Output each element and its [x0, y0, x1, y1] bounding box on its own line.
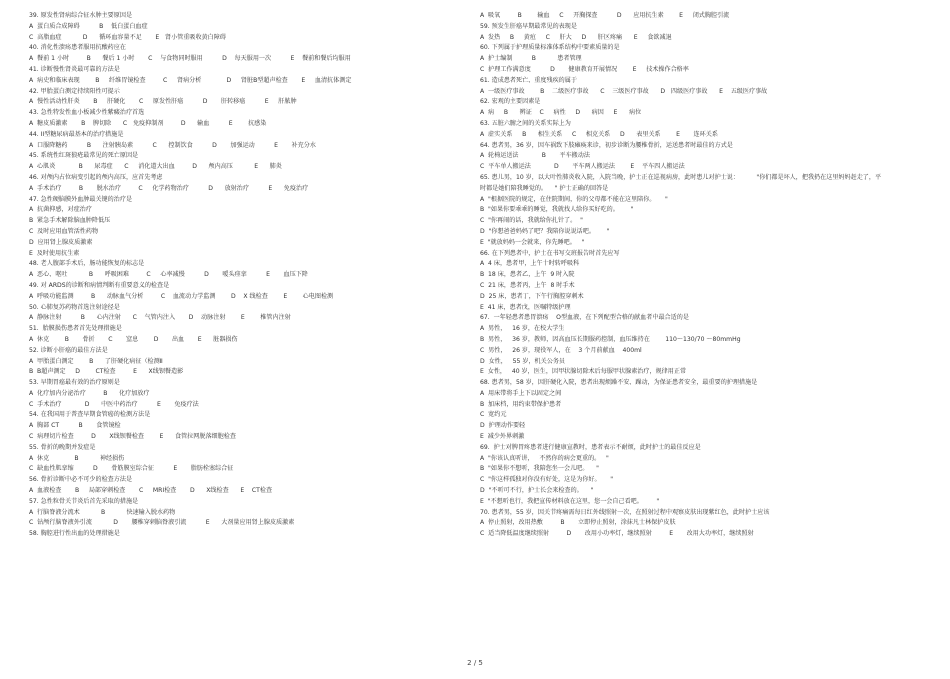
text-line: 42. 甲胎蛋白测定持续阳性可提示 — [29, 87, 120, 95]
text-line: A 虚实关系 B 相生关系 C 相克关系 D 表里关系 E 连环关系 — [480, 130, 718, 138]
text-line: A 休克 B 神经损伤 — [29, 454, 125, 462]
text-line: D "你想爸爸妈妈了吧？我陪你说说话吧。 " — [480, 227, 610, 235]
text-line: C 宽约元 — [480, 411, 507, 419]
text-line: C 病理切片检查 D X线钡餐检查 E 食管拉网脱落细胞检查 — [29, 433, 236, 441]
page-number: 2 / 5 — [467, 659, 483, 667]
text-line: 70. 患者男，55 岁，因关节疼痛需每日红外线照射一次，在照射过程中观察皮肤出现紫红色，此时护士应该 — [480, 508, 770, 516]
text-line: E 及时使用抗生素 — [29, 249, 80, 257]
text-line: 49. 对 ARDS的诊断和病情判断有重要意义的检查是 — [29, 281, 170, 289]
text-line: 50. 心肺复苏药物首选注射途径是 — [29, 303, 120, 311]
text-line: A 病 B 辨证 C 病性 D 病因 E 病位 — [480, 109, 642, 117]
text-line: A 手术治疗 B 脱水治疗 C 化学药物治疗 D 放射治疗 E 免疫治疗 — [29, 184, 309, 192]
text-line: 68. 患者男，58 岁，因肝硬化入院，患者出现烦躁不安、躁动，为保证患者安全，最重要的护理措施是 — [480, 379, 758, 387]
text-line: B B超声测定 D CT检查 E X线钡餐造影 — [29, 368, 184, 376]
text-line: E 女性， 40 岁，医生，因甲状腺切除术后每服甲状腺素治疗，规律用正常 — [480, 368, 687, 376]
text-line: A "根据医院的规定，在住院期间，你的父母都不能在这里陪你。 " — [480, 195, 668, 203]
text-line: E 41 床，患者戊，医嘱特级护理 — [480, 303, 571, 311]
text-line: C 21 床，患者丙，上午 8 时手术 — [480, 281, 575, 289]
text-line: A 化疗加内分泌治疗 B 化疗加放疗 — [29, 389, 150, 397]
text-line: A 行脑脊液分流术 B 快速输入脱水药物 — [29, 508, 176, 516]
text-line: 54. 在我国用于普查早期食管癌的检测方法是 — [29, 411, 151, 419]
text-line: A 4 床，患者甲，上午十时转呼吸科 — [480, 260, 580, 268]
text-line: A 慢性活动性肝炎 B 肝硬化 C 原发性肝癌 D 肝转移癌 E 肝脓肿 — [29, 98, 297, 106]
text-line: C 高脂血症 D 循环血容量不足 E 肾小管重吸收黄白障碍 — [29, 33, 226, 41]
text-line: A 男性， 16 岁，在校大学生 — [480, 325, 565, 333]
text-line: C 手术治疗 D 中医中药治疗 E 免疫疗法 — [29, 400, 199, 408]
text-line: 43. 急性特发性血小板减少性紫癜治疗首选 — [29, 109, 145, 117]
left-column — [29, 11, 469, 540]
text-line: A 血液检查 B 局部穿刺检查 C MRI检查 D X线检查 E CT检查 — [29, 487, 273, 495]
text-line: A 护士编制 B 患者管理 — [480, 55, 582, 63]
text-line: D 25 床，患者丁，下午行胸腔穿刺术 — [480, 292, 584, 300]
text-line: 39. 原发性肾病综合征水肿主要原因是 — [29, 12, 133, 19]
text-line: 53. 早期胃癌最有效的治疗原则是 — [29, 379, 120, 387]
text-line: 69. 护士对脾胃疼患者进行健康宣教时，患者表示不耐烦，此时护士的最佳反应是 — [480, 443, 701, 451]
text-line: A 发热 B 黄疸 C 肝大 D 肝区疼痛 E 食欲减退 — [480, 33, 672, 41]
text-line: A 餐前 1 小时 B 餐后 1 小时 C 与食物同时服用 D 每天服用一次 E 餐前和餐后均服用 — [29, 55, 351, 63]
text-line: B 加床档，用约束带保护患者 — [480, 400, 562, 408]
text-line: D 护理动作要轻 — [480, 422, 526, 430]
text-line: A 病史和临床表现 B 纤维胃镜检查 C 肾病分析 D 肾脏B型超声检查 E 血清抗体测定 — [29, 76, 352, 84]
text-line: C 护理工作满意度 D 健康教育开展情况 E 技术操作合格率 — [480, 65, 689, 73]
text-line: 45. 系统性红斑狼疮最常见的死亡原因是 — [29, 152, 139, 160]
text-line: E 减少外界刺激 — [480, 433, 525, 441]
text-line: 56. 骨折诊断中必不可少的检查方法是 — [29, 476, 133, 484]
text-line: D 女性， 55 岁，机关公务员 — [480, 357, 566, 365]
text-line: C 及时应用血管活性药物 — [29, 227, 99, 235]
text-line: C "你再闹的话，我就给你扎针了。 " — [480, 217, 583, 225]
text-line: A 停止照射，改用热敷 B 立即停止照射，涂抹凡士林保护皮肤 — [480, 519, 676, 527]
text-line: D "不听可不行，护士长会来检查的。 " — [480, 487, 594, 495]
text-line: A 甲胎蛋白测定 B 了肝硬化病征（检测Ⅱ — [29, 357, 163, 365]
text-line: 58. 胸腔进行性出血的处理措施是 — [29, 530, 120, 538]
text-line: 41. 诊断慢性肾炎最可靠的方法是 — [29, 65, 120, 73]
text-line: B "如果你要乖乖的睡觉，我就找人给你买好吃的。 " — [480, 206, 634, 214]
text-line: A 糖皮质激素 B 脾切除 C 免疫抑制剂 D 输血 E 抗感染 — [29, 119, 267, 127]
text-line: A 吸氧 B 输血 C 开胸探查 D 应用抗生素 E 闭式胸腔引流 — [480, 12, 730, 19]
text-line: 60. 下列属于护理质量标准体系结构中要素质量的是 — [480, 44, 620, 52]
text-line: A 轮椅运送法 B 平车搬动法 — [480, 152, 590, 160]
text-line: 44. II型糖尿病最基本的治疗措施是 — [29, 130, 124, 138]
text-line: 40. 消化性溃疡患者服用抗酸药应在 — [29, 44, 126, 52]
text-line: B 18 床，患者乙，上午 9 时入院 — [480, 271, 575, 279]
text-line: A 胸部 CT B 食管镜检 — [29, 422, 121, 430]
text-line: B 紧急手术解除脑血肿降低压 — [29, 217, 111, 225]
text-line: C 钻颅行脑脊液外引流 D 腰椎穿刺脑脊液引流 E 大剂量应用肾上腺皮质激素 — [29, 519, 295, 527]
text-line: E "就放妈妈一会就来，你先睡吧。 " — [480, 238, 585, 246]
text-line: C 男性， 26 岁，现役军人，在 3 个月前献血 400ml — [480, 346, 642, 354]
text-line: B 男性， 36 岁，教师，因高血压长期服药控制，血压维持在 110～130/70 ～80mmHg — [480, 335, 741, 343]
text-line: 61. 造成患者死亡、重度残疾的属于 — [480, 76, 577, 84]
text-line: A 一级医疗事故 B 二级医疗事故 C 三级医疗事故 D 四级医疗事故 E 五级医疗事故 — [480, 87, 768, 95]
text-line: B "如果你不想听，我陪您坐一会儿吧。 " — [480, 465, 599, 473]
text-line: 55. 骨折的晚期并发症是 — [29, 443, 96, 451]
text-line: 66. 在下列患者中，护士在书写交班报告时首先应写 — [480, 249, 620, 257]
text-line: A 口服降糖药 B 注射胰岛素 C 控制饮食 D 加强运动 E 补充分水 — [29, 141, 316, 149]
text-line: 51. 胎膜损伤患者首先处理措施是 — [29, 325, 122, 333]
text-line: A 恶心、呕吐 B 呼吸困难 C 心率减慢 D 嗳头痉挛 E 血压下降 — [29, 271, 308, 279]
text-line: A 休克 B 骨折 C 窒息 D 出血 E 脏器损伤 — [29, 335, 238, 343]
text-line: A 呼吸功能监测 B 动脉血气分析 C 血流动力学监测 D X 线检查 E 心电图检测 — [29, 292, 334, 300]
text-line: 64. 患者男，36 岁，因车祸致下肢瘫痪来诊，初步诊断为腰椎骨折，运送患者时最佳的方式是 — [480, 141, 733, 149]
text-line: 59. 预发生肝癌早期最常见的表现是 — [480, 22, 577, 30]
text-line: A 心肌炎 B 尿毒症 C 消化道大出血 D 颅内高压 E 肺炎 — [29, 163, 282, 171]
text-line: A 抗菌抑感，对症治疗 — [29, 206, 92, 214]
text-line: 62. 宏观的主要因素是 — [480, 98, 541, 106]
right-column — [480, 11, 930, 540]
text-line: A "你该认真听讲， 不然你的病会更重的。 " — [480, 454, 609, 462]
text-line: 57. 急性粒骨关节炎后首先采取的措施是 — [29, 497, 139, 505]
text-line: C 缺血性肌挛缩 D 骨筋膜室综合征 E 脂肪栓塞综合征 — [29, 465, 234, 473]
text-line: 63. 五脏六腑之间的关系实际上为 — [480, 119, 571, 127]
text-line: 47. 急性硬脑膜外血肿最关键的治疗是 — [29, 195, 133, 203]
text-line: E "不想听也行，我把宣传材料放在这里，您一会自己看吧。 " — [480, 497, 660, 505]
text-line: A 静脉注射 B 心内注射 C 气管内注入 D 动脉注射 E 椎管内注射 — [29, 314, 291, 322]
text-line: C 适当降低温度继续照射 D 改用小功率灯，继续照射 E 改用大功率灯，继续照射 — [480, 530, 754, 538]
text-line: 46. 对颅内占位病变引起的颅内高压，应首先考虑 — [29, 173, 163, 181]
text-line: A 蛋白质合成障碍 B 低白蛋白血症 — [29, 22, 148, 30]
text-line: 时都是她们陪我睡觉的。 " 护士正确的回答是 — [480, 184, 609, 192]
text-line: 48. 老人腹部手术后，肠功能恢复的标志是 — [29, 260, 145, 268]
text-line: C 平车单人搬运法 D 平车两人搬运法 E 平车四人搬运法 — [480, 163, 685, 171]
text-line: D 应用肾上腺皮质激素 — [29, 238, 93, 246]
text-line: 65. 患儿男，10 岁，以大叶性肺炎收入院，入院当晚，护士正在巡视病房，此时患儿对护士说： "你们都是坏人，把我扔在这里妈妈赶走了，平 — [480, 173, 882, 181]
text-line: C "你这样孤独对你没有好处，这是为你好。 " — [480, 476, 614, 484]
text-line: 52. 诊断小肝癌的最佳方法是 — [29, 346, 108, 354]
text-line: 67. 一年轻患者患胃溃疡 O型血液，在下列配型合格的献血者中最合适的是 — [480, 314, 689, 322]
text-line: A 用床带将手上下以固定之间 — [480, 389, 562, 397]
